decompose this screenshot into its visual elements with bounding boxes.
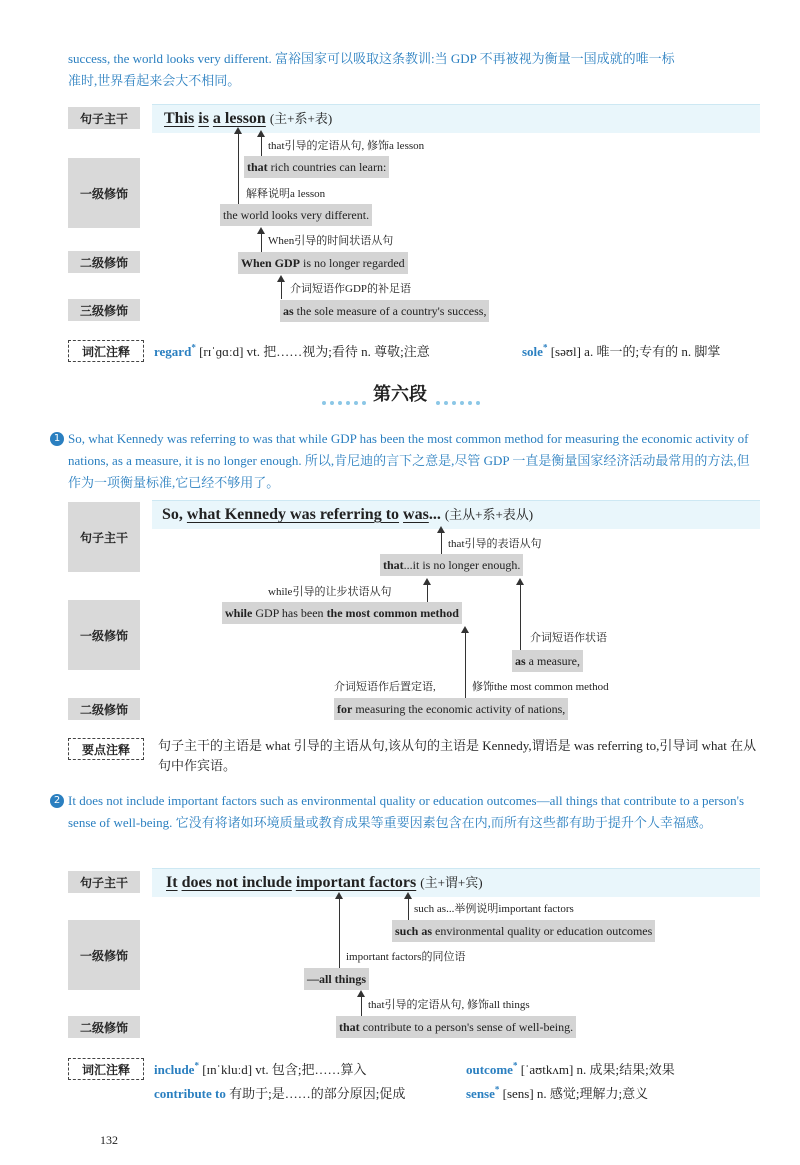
label-level1: 一级修饰 — [68, 600, 140, 670]
main-clause-bar — [152, 868, 760, 897]
intro-paragraph — [68, 48, 760, 92]
label-level1: 一级修饰 — [68, 158, 140, 228]
sentence-number: 2 — [50, 794, 64, 808]
clause-box: while GDP has been the most common method — [222, 602, 462, 624]
key-note: 句子主干的主语是 what 引导的主语从句,该从句的主语是 Kennedy,谓语是 was referring to,引导词 what 在从句中作宾语。 — [158, 738, 757, 773]
note: that引导的定语从句, 修饰a lesson — [268, 140, 425, 152]
clause-box: that...it is no longer enough. — [380, 554, 523, 576]
vocab-tag: 词汇注释 — [68, 340, 144, 362]
clause-box: the world looks very different. — [220, 204, 372, 226]
main-clause-bar — [152, 104, 760, 133]
note: 解释说明a lesson — [246, 188, 326, 200]
main-clause: So, what Kennedy was referring to was... (主从+系+表从) — [162, 506, 534, 523]
connector-line — [261, 233, 262, 253]
note: important factors的同位语 — [346, 951, 466, 963]
vocab-item: sense* [sens] n. 感觉;理解力;意义 — [466, 1084, 649, 1101]
note: that引导的定语从句, 修饰all things — [368, 999, 530, 1011]
connector-line — [238, 133, 239, 205]
connector-line — [361, 996, 362, 1016]
clause-box: —all things — [304, 968, 369, 990]
section-title: 第六段 — [373, 384, 427, 405]
note: 介词短语作GDP的补足语 — [290, 283, 412, 295]
title-dots-right — [436, 392, 484, 396]
intro-chinese-2: 准时,世界看起来会大不相同。 — [68, 73, 241, 88]
clause-box: for measuring the economic activity of nations, — [334, 698, 568, 720]
clause-box: such as environmental quality or education outcomes — [392, 920, 655, 942]
connector-line — [441, 532, 442, 554]
sentence-2: It does not include important factors such as environmental quality or education outcomes—all things that contribute to a person's sense of well-being. 它没有将诸如环境质量或教育成果等重要因素包含在内,而所有这些都有助于提升个人幸福感。 — [68, 793, 745, 830]
note: 介词短语作后置定语, — [334, 681, 436, 693]
clause-box: as the sole measure of a country's success, — [280, 300, 489, 322]
vocab-item: sole* [səʊl] a. 唯一的;专有的 n. 脚掌 — [522, 342, 721, 359]
note: 介词短语作状语 — [530, 632, 607, 644]
label-main: 句子主干 — [68, 502, 140, 572]
note: while引导的让步状语从句 — [268, 586, 392, 598]
label-level3: 三级修饰 — [68, 299, 140, 321]
label-level2: 二级修饰 — [68, 251, 140, 273]
intro-english: success, the world looks very different. — [68, 51, 272, 66]
clause-box: When GDP is no longer regarded — [238, 252, 408, 274]
clause-box: that rich countries can learn: — [244, 156, 389, 178]
sentence-1: So, what Kennedy was referring to was that while GDP has been the most common method for measuring the economic activity of nations, as a measure, it is no longer enough. 所以,肯尼迪的言下之意是,尽管 GDP 一直是衡量国家经济活动最常用的方法,但作为一项衡量标准,它已经不够用了。 — [68, 431, 750, 490]
intro-chinese-1: 富裕国家可以吸取这条教训:当 GDP 不再被视为衡量一国成就的唯一标 — [274, 51, 675, 66]
key-tag: 要点注释 — [68, 738, 144, 760]
connector-line — [465, 632, 466, 698]
vocab-item: outcome* [ˈaʊtkʌm] n. 成果;结果;效果 — [466, 1060, 675, 1077]
page-number: 132 — [100, 1133, 118, 1147]
label-level1: 一级修饰 — [68, 920, 140, 990]
note: such as...举例说明important factors — [414, 903, 574, 915]
vocab-item: include* [ɪnˈkluːd] vt. 包含;把……算入 — [154, 1060, 367, 1077]
main-clause: It does not include important factors (主+谓+宾) — [166, 874, 483, 891]
clause-box: as a measure, — [512, 650, 583, 672]
main-clause: This is a lesson (主+系+表) — [164, 110, 333, 127]
connector-line — [520, 584, 521, 650]
label-main: 句子主干 — [68, 107, 140, 129]
sentence-number: 1 — [50, 432, 64, 446]
connector-line — [261, 136, 262, 158]
vocab-item: regard* [rɪˈɡɑːd] vt. 把……视为;看待 n. 尊敬;注意 — [154, 342, 430, 359]
label-main: 句子主干 — [68, 871, 140, 893]
label-level2: 二级修饰 — [68, 698, 140, 720]
main-clause-bar — [152, 500, 760, 529]
connector-line — [427, 584, 428, 602]
label-level2: 二级修饰 — [68, 1016, 140, 1038]
note: When引导的时间状语从句 — [268, 235, 394, 247]
note: that引导的表语从句 — [448, 538, 542, 550]
connector-line — [408, 898, 409, 920]
clause-box: that contribute to a person's sense of well-being. — [336, 1016, 576, 1038]
connector-line — [281, 281, 282, 299]
note: 修饰the most common method — [472, 681, 609, 693]
vocab-item: contribute to 有助于;是……的部分原因;促成 — [154, 1086, 406, 1101]
connector-line — [339, 898, 340, 968]
vocab-tag: 词汇注释 — [68, 1058, 144, 1080]
